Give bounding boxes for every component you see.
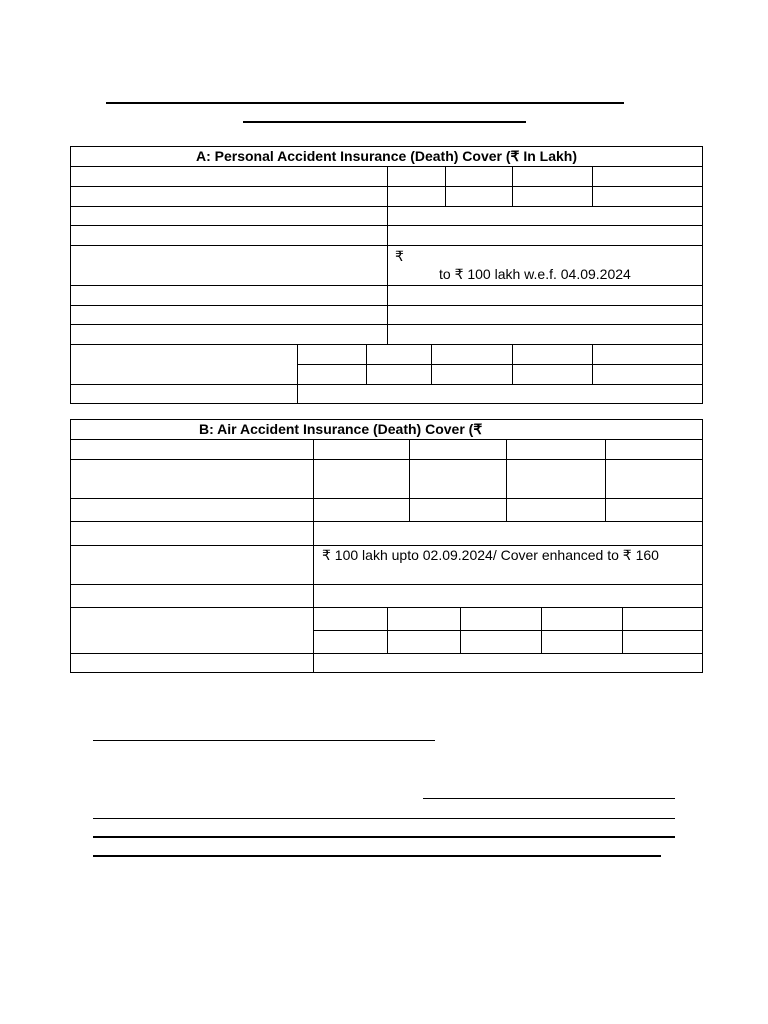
table-b-vrule xyxy=(605,439,606,521)
table-a-vrule xyxy=(387,166,388,344)
table-b-hrule xyxy=(71,521,702,522)
table-a-title: A: Personal Accident Insurance (Death) Cover (₹ In Lakh) xyxy=(195,148,578,164)
table-b-vrule xyxy=(313,439,314,673)
footer-rule-1 xyxy=(93,818,675,819)
table-a-cover-note: to ₹ 100 lakh w.e.f. 04.09.2024 xyxy=(439,266,631,282)
table-b-vrule xyxy=(506,439,507,521)
table-a-vrule xyxy=(431,344,432,384)
table-b-vrule xyxy=(622,607,623,653)
table-a-hrule xyxy=(71,384,702,385)
table-b-vrule xyxy=(541,607,542,653)
table-b-hrule xyxy=(71,439,702,440)
footer-rule-3 xyxy=(93,855,661,857)
table-a-vrule xyxy=(297,344,298,404)
table-b-vrule xyxy=(387,607,388,653)
table-a-rupee-symbol: ₹ xyxy=(395,248,404,264)
table-b-cover-note: ₹ 100 lakh upto 02.09.2024/ Cover enhanced to ₹ 160 xyxy=(322,547,659,563)
table-a-hrule xyxy=(297,364,703,365)
table-b-title: B: Air Accident Insurance (Death) Cover (₹ xyxy=(199,421,483,437)
table-a-vrule xyxy=(592,344,593,384)
footer-rule-2 xyxy=(93,836,675,838)
table-a xyxy=(70,146,703,404)
table-a-vrule xyxy=(445,166,446,206)
table-b-vrule xyxy=(409,439,410,521)
table-b-vrule xyxy=(460,607,461,653)
table-b-hrule xyxy=(71,545,702,546)
signature-line-1 xyxy=(93,740,435,741)
title-rule-2 xyxy=(243,121,526,123)
table-a-hrule xyxy=(71,344,702,345)
table-a-vrule xyxy=(512,344,513,384)
table-b-hrule xyxy=(71,653,702,654)
signature-line-2 xyxy=(423,798,675,799)
title-rule-1 xyxy=(106,102,624,104)
table-a-vrule xyxy=(366,344,367,384)
table-a-vrule xyxy=(592,166,593,206)
table-b xyxy=(70,419,703,673)
table-b-hrule xyxy=(71,584,702,585)
table-b-hrule xyxy=(313,630,703,631)
table-a-vrule xyxy=(512,166,513,206)
table-b-hrule xyxy=(71,459,702,460)
table-b-hrule xyxy=(71,498,702,499)
